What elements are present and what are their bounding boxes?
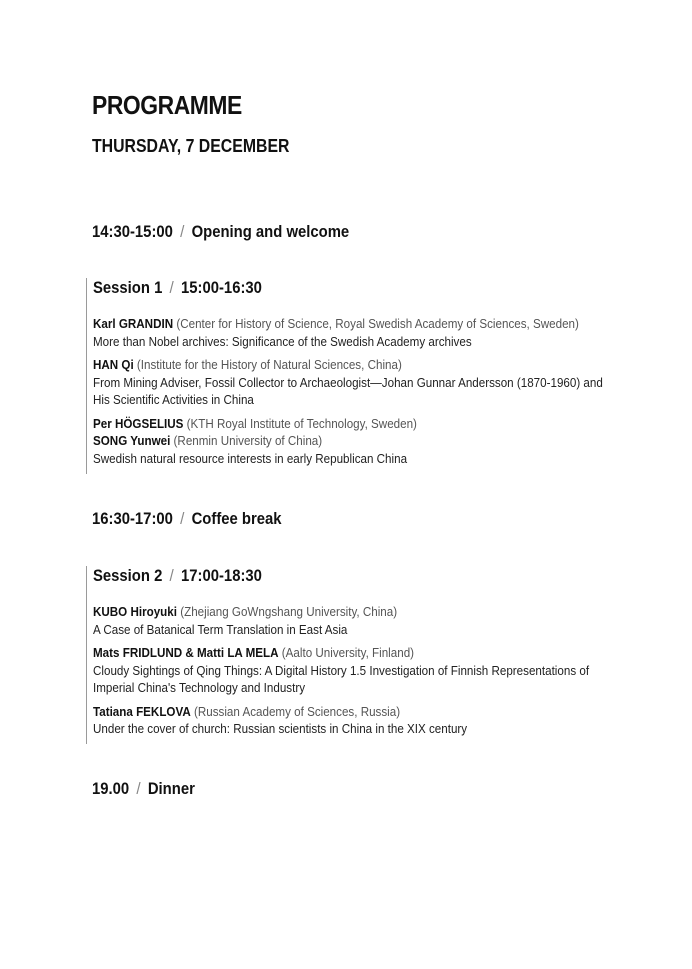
slash-separator: / [136,779,141,798]
coffee-slot [92,509,282,529]
speaker-affiliation: (KTH Royal Institute of Technology, Sweden) [186,416,417,431]
speaker-name: Mats FRIDLUND & Matti LA MELA [93,646,279,660]
session-heading [93,278,597,300]
session-time: 15:00-16:30 [181,279,262,297]
speaker-affiliation: (Zhejiang GoWngshang University, China) [180,605,398,619]
talk-item [93,704,614,739]
speaker-affiliation: (Russian Academy of Sciences, Russia) [193,704,401,719]
session-2 [86,566,653,744]
talk-item [93,316,614,351]
slot-label: Dinner [147,780,195,798]
session-label: Session 1 [93,279,163,297]
speaker-affiliation: (Center for History of Science, Royal Swedish Academy of Sciences, Sweden) [176,317,579,331]
slot-time: 14:30-15:00 [92,223,173,241]
slash-separator: / [169,278,174,297]
speaker-affiliation: (Renmin University of China) [173,434,323,448]
slot-time: 16:30-17:00 [92,510,173,528]
talk-item [93,357,614,410]
dinner-slot [92,779,195,799]
speaker-name: KUBO Hiroyuki [93,605,177,619]
talk-title: From Mining Adviser, Fossil Collector to Archaeologist—Johan Gunnar Andersson (1870-1960) and His Scientific Activities in China [93,375,603,407]
talk-title: Swedish natural resource interests in early Republican China [93,451,408,466]
speaker-name: Tatiana FEKLOVA [93,704,191,719]
session-heading [93,566,597,588]
date-heading: THURSDAY, 7 DECEMBER [92,136,290,156]
slash-separator: / [180,509,185,528]
opening-slot [92,222,349,242]
page-title: PROGRAMME [92,90,242,120]
session-label: Session 2 [93,567,163,585]
session-time: 17:00-18:30 [181,567,262,585]
slot-label: Coffee break [191,510,282,528]
talk-item [93,604,614,639]
talk-title: More than Nobel archives: Significance of the Swedish Academy archives [93,334,472,349]
slot-time: 19.00 [92,780,130,798]
talk-title: A Case of Batanical Term Translation in East Asia [93,622,348,637]
speaker-name: HAN Qi [93,358,134,372]
talk-title: Cloudy Sightings of Qing Things: A Digital History 1.5 Investigation of Finnish Representations of Imperial China's Technology and Industry [93,663,590,695]
speaker-affiliation: (Aalto University, Finland) [281,646,415,660]
speaker-name: Karl GRANDIN [93,317,174,331]
slash-separator: / [169,566,174,585]
speaker-name: SONG Yunwei [93,434,171,448]
talk-item [93,645,614,698]
speaker-affiliation: (Institute for the History of Natural Sciences, China) [136,358,402,372]
speaker-name: Per HÖGSELIUS [93,416,184,431]
talk-item [93,416,614,469]
slot-label: Opening and welcome [191,223,350,241]
talk-title: Under the cover of church: Russian scientists in China in the XIX century [93,722,468,736]
slash-separator: / [180,222,185,241]
session-1 [86,278,653,474]
